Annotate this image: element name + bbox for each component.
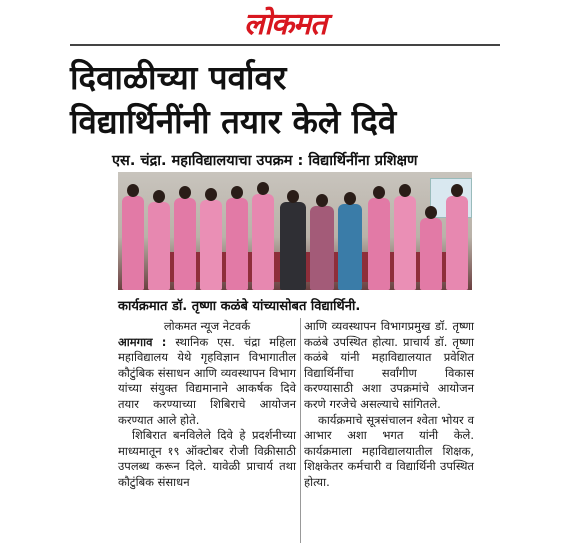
photo-figure-head [153,190,165,203]
photo-figure [420,218,442,290]
photo-figure [338,204,362,290]
article-headline [70,56,510,144]
photo-figure-head [287,190,299,203]
photo-figure [446,196,468,290]
photo-figure-head [425,206,437,219]
photo-figure-head [231,186,243,199]
article-dateline: आमगाव : [118,334,167,349]
photo-figure [394,196,416,290]
article-photo [118,172,472,290]
article-subhead: एस. चंद्रा. महाविद्यालयाचा उपक्रम : विद्यार्थिनींना प्रशिक्षण [112,153,418,169]
photo-figure-head [127,184,139,197]
article-right-column [304,319,474,491]
newspaper-masthead [0,4,570,40]
photo-figure-head [399,184,411,197]
photo-figure [200,200,222,290]
headline-line-1: दिवाळीच्या पर्वावर [70,58,287,97]
article-paragraph-1-text: स्थानिक एस. चंद्रा महिला महाविद्यालय येथे गृहविज्ञान विभागातील कौटुंबिक संसाधन आणि व्यवस्थापन विभाग यांच्या संयुक्त विद्यमानाने आकर्षक दिवे तयार करण्याच्या शिबिराचे आयोजन करण्यात आले होते. [118,334,296,427]
photo-figure [148,202,170,290]
photo-caption: कार्यक्रमात डॉ. तृष्णा कळंबे यांच्यासोबत विद्यार्थिनी. [118,299,361,314]
photo-figure [122,196,144,290]
photo-figure-head [373,186,385,199]
photo-figure-head [179,186,191,199]
photo-figure-head [451,184,463,197]
photo-figure-head [257,182,269,195]
article-paragraph-2: शिबिरात बनविलेले दिवे हे प्रदर्शनीच्या माध्यमातून १९ ऑक्टोबर रोजी विक्रीसाठी उपलब्ध करून दिले. यावेळी प्राचार्य तथा कौटुंबिक संसाधन [118,428,296,489]
photo-figure [226,198,248,290]
newspaper-logo: लोकमत [243,6,327,42]
article-byline: लोकमत न्यूज नेटवर्क [163,319,251,333]
photo-figure [252,194,274,290]
article-paragraph-3: आणि व्यवस्थापन विभागप्रमुख डॉ. तृष्णा कळंबे उपस्थित होत्या. प्राचार्य डॉ. तृष्णा कळंबे यांनी महाविद्यालयात प्रवेशित विद्यार्थिनींचा सर्वांगीण विकास करण्यासाठी अशा उपक्रमांचे आयोजन करणे गरजेचे असल्याचे सांगितले. [304,319,474,411]
article-left-column [118,319,296,491]
photo-figure [174,198,196,290]
article-paragraph-4: कार्यक्रमाचे सूत्रसंचालन श्वेता भोयर व आभार अशा भगत यांनी केले. कार्यक्रमाला महाविद्यालयातील शिक्षक, शिक्षकेतर कर्मचारी व विद्यार्थिनी उपस्थित होत्या. [304,412,474,489]
photo-figure-head [344,192,356,205]
article-paragraph-1 [118,335,296,429]
photo-figure-head [205,188,217,201]
photo-figure [310,206,334,290]
headline-line-2: विद्यार्थिनींनी तयार केले दिवे [70,102,397,141]
masthead-rule [70,44,500,46]
column-divider [300,318,301,543]
photo-figure [368,198,390,290]
photo-figure-head [316,194,328,207]
photo-figure [280,202,306,290]
